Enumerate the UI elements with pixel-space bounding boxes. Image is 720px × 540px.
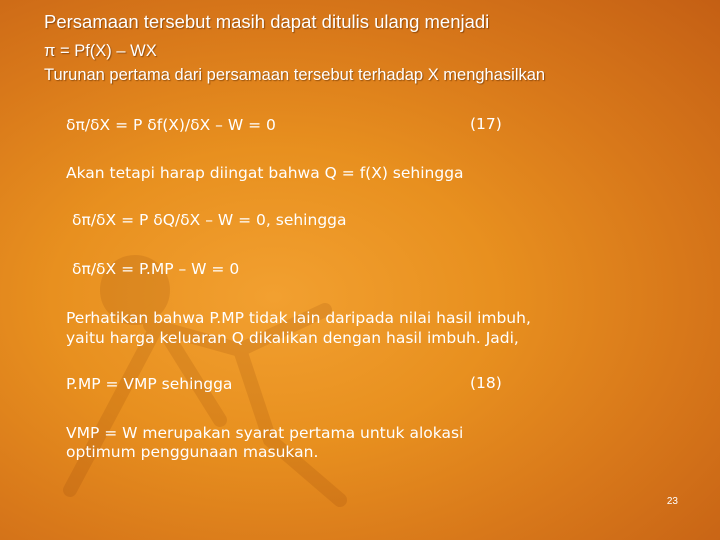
header-line-3: Turunan pertama dari persamaan tersebut terhadap X menghasilkan bbox=[44, 66, 546, 84]
note-pmp-line-2: yaitu harga keluaran Q dikalikan dengan hasil imbuh. Jadi, bbox=[66, 329, 519, 347]
note-pmp-line-1: Perhatikan bahwa P.MP tidak lain daripada nilai hasil imbuh, bbox=[66, 309, 531, 327]
equation-17-number: (17) bbox=[470, 115, 502, 133]
profit-equation: π = Pf(X) – WX bbox=[44, 42, 157, 60]
equation-18: P.MP = VMP sehingga bbox=[66, 375, 233, 393]
conclusion-line-1: VMP = W merupakan syarat pertama untuk alokasi bbox=[66, 424, 464, 442]
slide-number: 23 bbox=[666, 496, 678, 507]
equation-18-number: (18) bbox=[470, 374, 502, 392]
equation-17: δπ/δX = P δf(X)/δX – W = 0 bbox=[66, 116, 276, 134]
note-q-equals-fx: Akan tetapi harap diingat bahwa Q = f(X) sehingga bbox=[66, 164, 464, 182]
equation-dq: δπ/δX = P δQ/δX – W = 0, sehingga bbox=[72, 211, 347, 229]
conclusion-line-2: optimum penggunaan masukan. bbox=[66, 443, 319, 461]
equation-pmp: δπ/δX = P.MP – W = 0 bbox=[72, 260, 240, 278]
header-line-1: Persamaan tersebut masih dapat ditulis ulang menjadi bbox=[44, 11, 490, 32]
